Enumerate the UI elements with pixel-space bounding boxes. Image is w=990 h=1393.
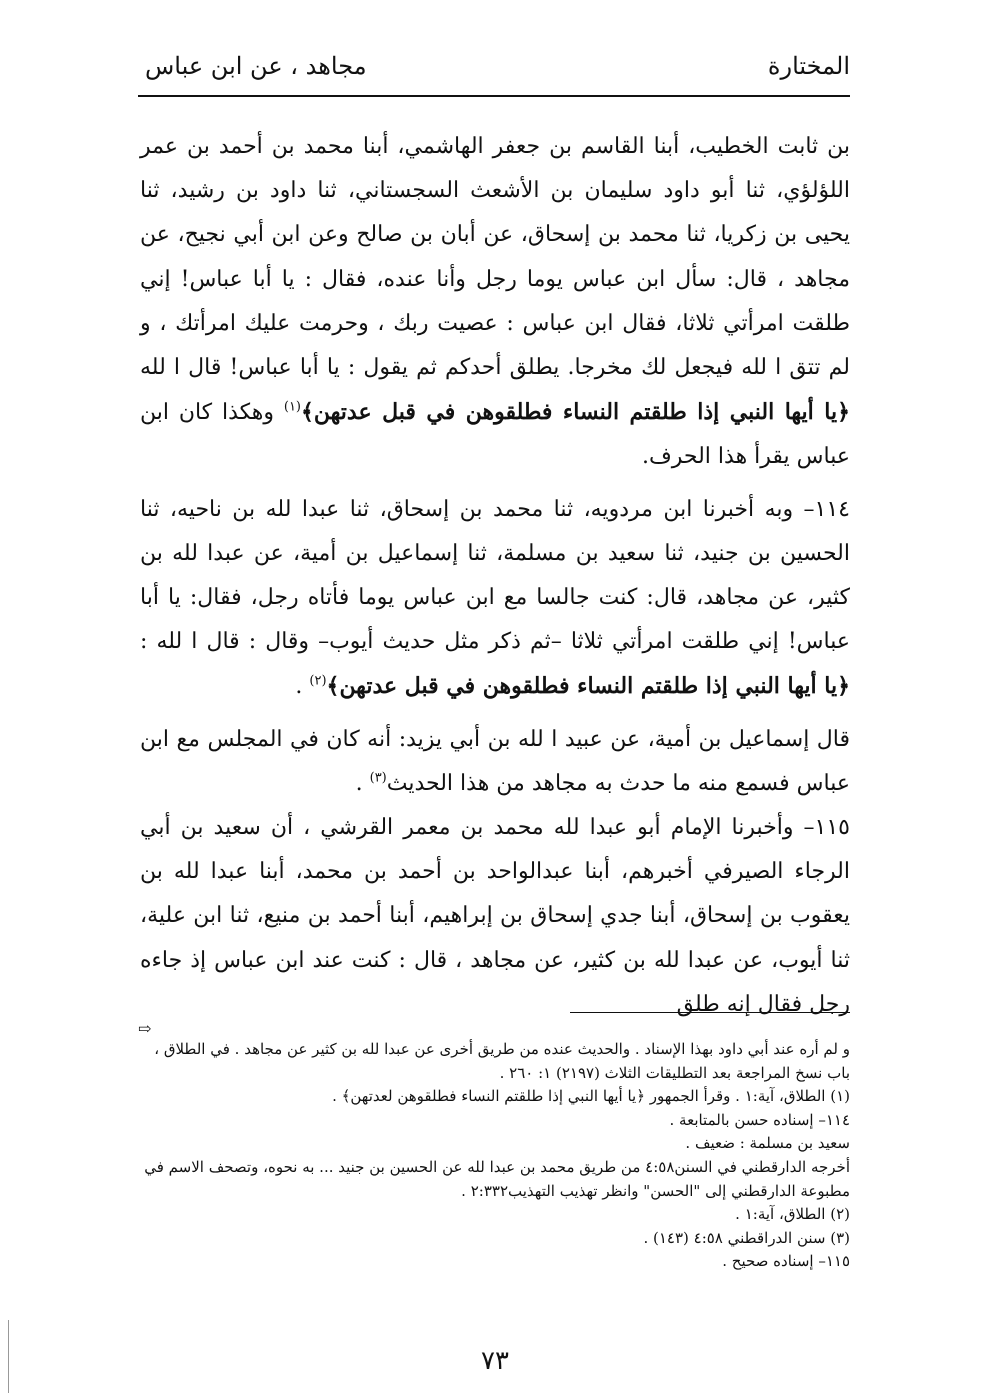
footnote-114-isnad: ١١٤– إسناده حسن بالمتابعة . [669,1110,850,1129]
footnote-ref-2[interactable]: (٢) [309,674,327,690]
text-run: وهكذا كان ابن عباس يقرأ هذا الحرف. [140,400,850,470]
text-run: ١١٤– وبه أخبرنا ابن مردويه، ثنا محمد بن إسحاق، ثنا عبدا لله بن ناحيه، ثنا الحسين بن جنيد، ثنا سعيد بن مسلمة، ثنا إسماعيل بن أمية، عن عبدا لله بن كثير، عن مجاهد، قال: كنت جالسا مع ابن عباس يوما فأتاه رجل، فقال: يا أبا عباس! إني طلقت امرأتي ثلاثا –ثم ذكر مثل حديث أيوب– وقال : قال ا لله : [140,496,850,655]
book-title: المختارة [767,52,850,80]
continuation-arrow-icon: ⇨ [138,1019,152,1038]
quran-verse: ﴿يا أيها النبي إذا طلقتم النساء فطلقوهن في قبل عدتهن﴾ [301,399,850,426]
footnote-1: (١) الطلاق، آية:١ . وقرأ الجمهور ﴿يا أيها النبي إذا طلقتم النساء فطلقوهن لعدتهن﴾ . [332,1087,850,1106]
paragraph-115: ١١٥– وأخبرنا الإمام أبو عبدا لله محمد بن معمر القرشي ، أن سعيد بن أبي الرجاء الصيرفي أخبرهم، أبنا عبدالواحد بن أحمد بن محمد، أبنا عبدا لله بن يعقوب بن إسحاق، أبنا جدي إسحاق بن إبراهيم، أبنا أحمد بن منيع، ثنا ابن علية، ثنا أيوب، عن عبدا لله بن كثير، عن مجاهد ، قال : كنت عند ابن عباس إذ جاءه رجل فقال إنه طلق [140,815,850,1017]
footnote-2: (٢) الطلاق، آية:١ . [735,1205,850,1224]
paragraph-113-continuation [140,125,850,480]
page-edge-line [8,1320,9,1393]
text-run: . [295,674,310,700]
page-number: ٧٣ [481,1346,509,1376]
footnote-115-isnad: ١١٥– إسناده صحيح . [722,1252,850,1271]
quran-verse: ﴿يا أيها النبي إذا طلقتم النساء فطلقوهن في قبل عدتهن﴾ [326,673,850,700]
footnote-divider [570,1012,850,1013]
footnote-continuation: و لم أره عند أبي داود بهذا الإسناد . والحديث عنده من طريق أخرى عن عبدا لله بن كثير عن مجاهد . في الطلاق ، باب نسخ المراجعة بعد التطليقات الثلاث (٢١٩٧) ١: ٢٦٠ . [154,1040,850,1082]
footnotes [138,1038,850,1274]
paragraph-114 [140,488,850,710]
text-run: قال إسماعيل بن أمية، عن عبيد ا لله بن أبي يزيد: أنه كان في المجلس مع ابن عباس فسمع منه ما حدث به مجاهد من هذا الحديث [140,726,850,796]
main-text [140,125,850,1027]
chapter-title: مجاهد ، عن ابن عباس [145,52,367,80]
header-divider [138,95,850,97]
paragraph-114-note [140,718,850,806]
footnote-ref-3[interactable]: (٣) [369,770,387,786]
footnote-ref-1[interactable]: (١) [283,399,301,415]
text-run: بن ثابت الخطيب، أبنا القاسم بن جعفر الهاشمي، أبنا محمد بن أحمد بن عمر اللؤلؤي، ثنا أبو داود سليمان بن الأشعث السجستاني، ثنا داود بن رشيد، ثنا يحيى بن زكريا، ثنا محمد بن إسحاق، عن أبان بن صالح وعن ابن أبي نجيح، عن مجاهد ، قال: سأل ابن عباس يوما رجل وأنا عنده، فقال : يا أبا عباس! إني طلقت امرأتي ثلاثا، فقال ابن عباس : عصيت ربك ، وحرمت عليك امرأتك ، و لم تتق ا لله فيجعل لك مخرجا. يطلق أحدكم ثم يقول : يا أبا عباس! قال ا لله [140,134,850,381]
footnote-114-narrator: سعيد بن مسلمة : ضعيف . [685,1134,850,1153]
footnote-3: (٣) سنن الدراقطني ٤:٥٨ (١٤٣) . [643,1228,850,1247]
footnote-114-source: أخرجه الدارقطني في السنن٤:٥٨ من طريق محمد بن عبدا لله عن الحسين بن جنيد ... به نحوه، وتصحف الاسم في مطبوعة الدارقطني إلى "الحسن" وانظر تهذيب التهذيب٢:٣٣٢ . [144,1157,850,1200]
text-run: . [355,770,370,796]
